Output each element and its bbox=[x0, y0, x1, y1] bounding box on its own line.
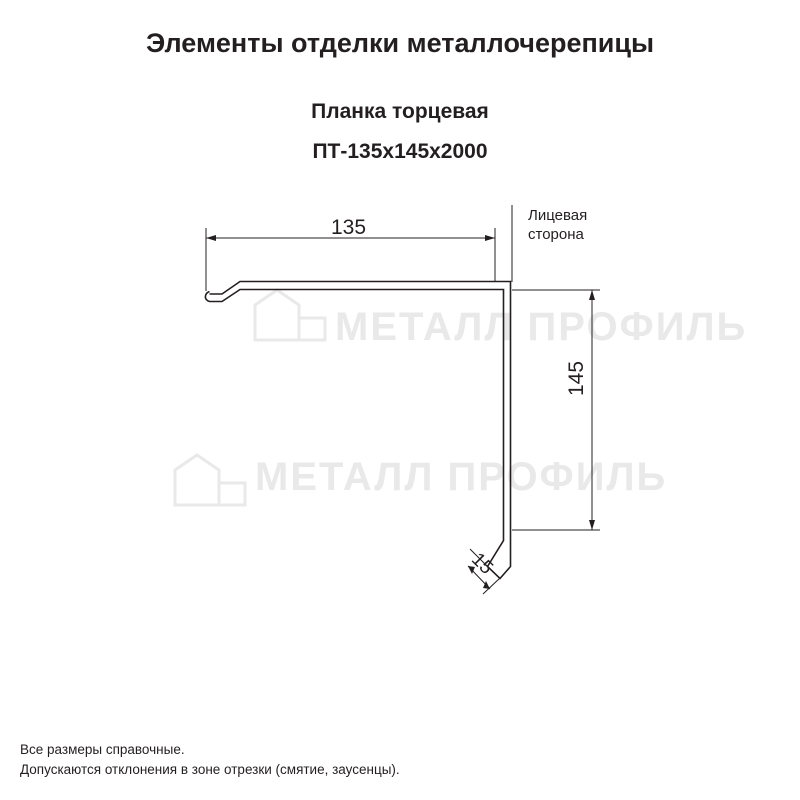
dimension-label-15: 15 bbox=[467, 549, 497, 579]
dimension-label-145: 145 bbox=[565, 360, 588, 396]
footnotes bbox=[20, 740, 400, 780]
page-title: Элементы отделки металлочерепицы bbox=[145, 28, 655, 58]
svg-text:МЕТАЛЛ ПРОФИЛЬ: МЕТАЛЛ ПРОФИЛЬ bbox=[335, 305, 748, 349]
dimension-label-135: 135 bbox=[331, 216, 367, 239]
footnote-line-1: Все размеры справочные. bbox=[20, 742, 185, 757]
footnote-line-2: Допускаются отклонения в зоне отрезки (смятие, заусенцы). bbox=[20, 762, 400, 777]
profile-path bbox=[205, 282, 510, 579]
svg-text:МЕТАЛЛ ПРОФИЛЬ: МЕТАЛЛ ПРОФИЛЬ bbox=[255, 455, 668, 499]
product-code: ПТ-135х145х2000 bbox=[312, 140, 488, 163]
product-name: Планка торцевая bbox=[311, 100, 489, 123]
face-side-line-2: сторона bbox=[528, 226, 584, 243]
face-side-line-1: Лицевая bbox=[528, 207, 588, 224]
face-side-annotation bbox=[528, 206, 587, 244]
dimension-height bbox=[512, 290, 600, 530]
